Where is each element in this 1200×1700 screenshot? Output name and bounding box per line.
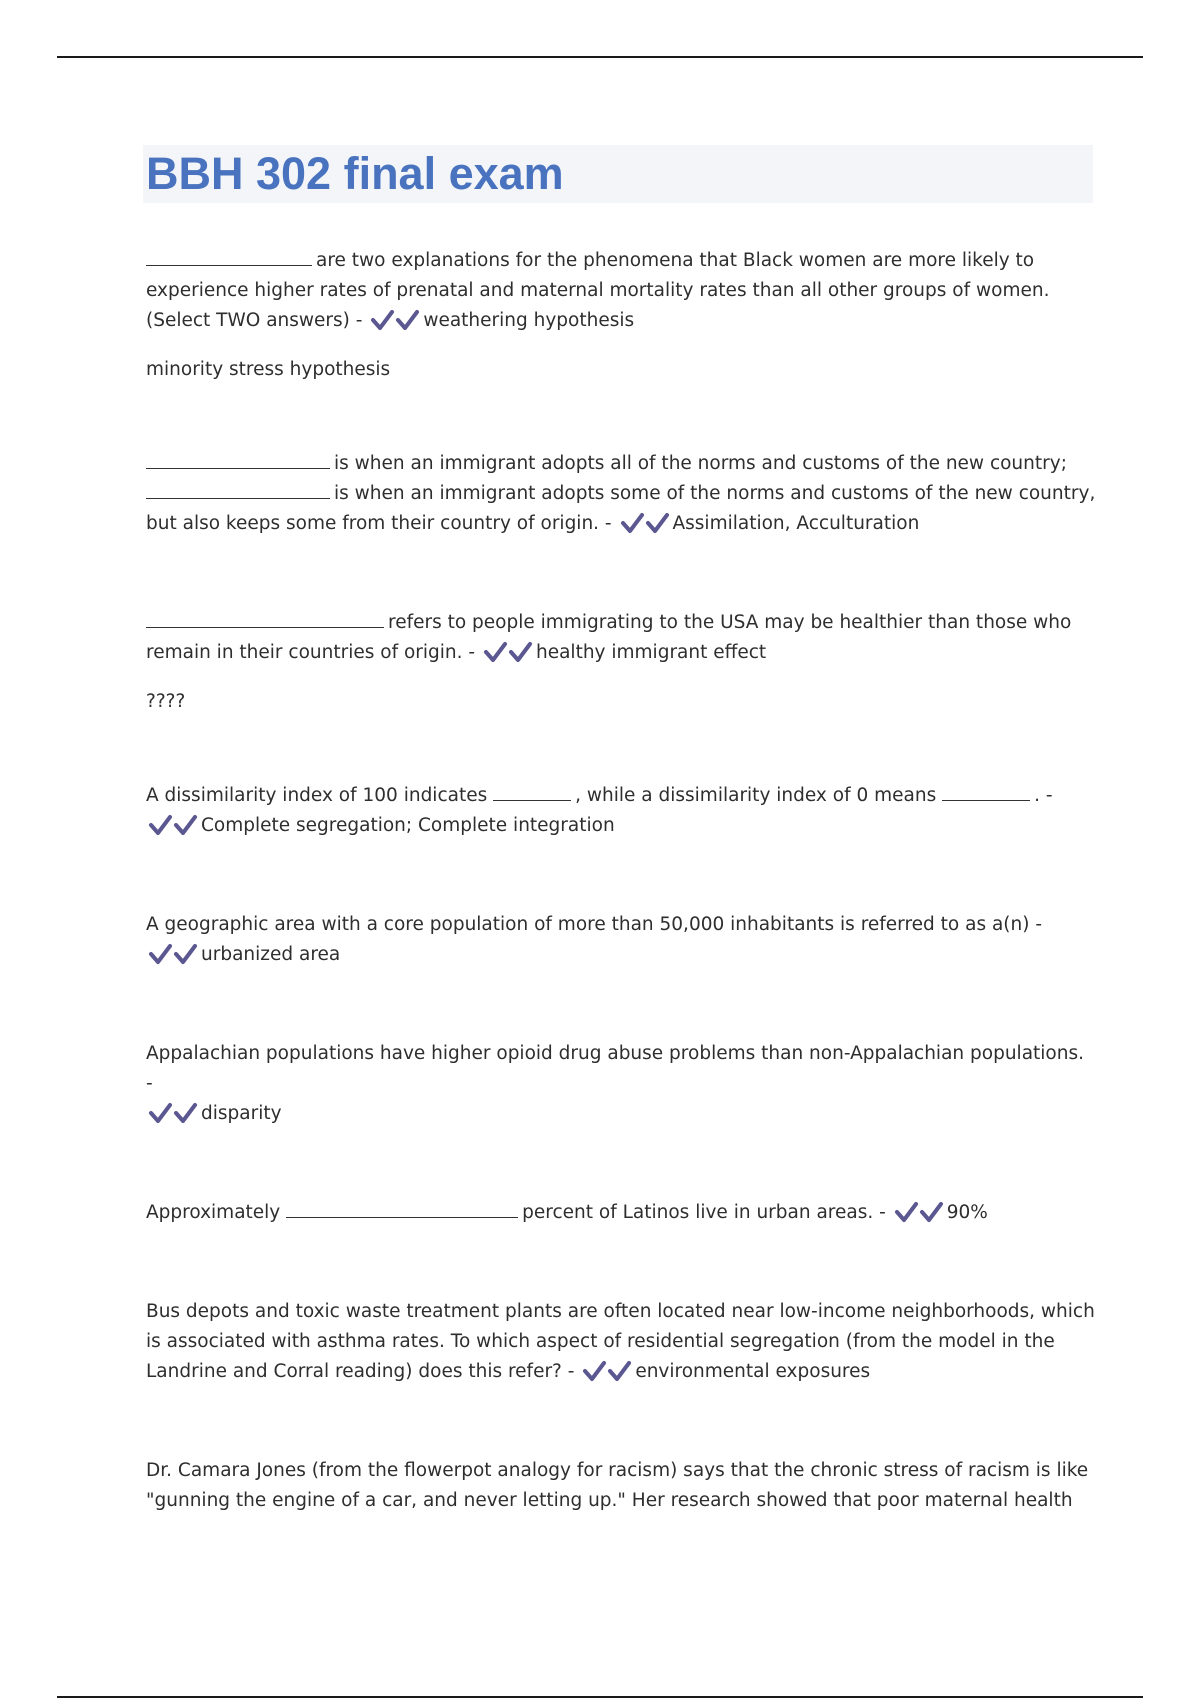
question-answer: disparity	[201, 1103, 282, 1124]
check-icon	[508, 641, 533, 663]
answer-blank	[493, 799, 571, 801]
question-prompt: Appalachian populations have higher opioid drug abuse problems than non-Appalachian populations. -	[146, 1043, 1084, 1094]
check-icon	[894, 1201, 919, 1223]
check-icon	[148, 814, 173, 836]
check-icon	[919, 1201, 944, 1223]
question-7	[146, 1198, 1096, 1233]
question-prompt-a: Approximately	[146, 1202, 281, 1223]
answer-extra: ????	[146, 691, 186, 712]
check-icon	[620, 512, 645, 534]
double-check-icon	[483, 641, 533, 673]
question-9	[146, 1456, 1096, 1516]
bottom-rule	[57, 1696, 1143, 1698]
question-answer: urbanized area	[201, 944, 341, 965]
page-title: BBH 302 final exam	[146, 148, 564, 199]
check-icon	[483, 641, 508, 663]
check-icon	[173, 814, 198, 836]
answer-blank	[146, 497, 330, 499]
question-1	[146, 246, 1096, 385]
answer-blank	[146, 264, 312, 266]
question-prompt: are two explanations for the phenomena that Black women are more likely to experience higher rates of prenatal and maternal mortality rates than all other groups of women. (Select TWO answers) -	[146, 250, 1050, 331]
question-4	[146, 781, 1096, 846]
question-answer: environmental exposures	[635, 1361, 871, 1382]
question-prompt-line3: but also keeps some from their country of origin. -	[146, 513, 612, 534]
question-answer: 90%	[946, 1202, 988, 1223]
question-answer: Assimilation, Acculturation	[672, 513, 920, 534]
double-check-icon	[894, 1201, 944, 1233]
question-prompt-c: . -	[1034, 785, 1053, 806]
answer-blank	[286, 1216, 518, 1218]
answer-blank	[146, 626, 384, 628]
document-body	[146, 246, 1096, 1516]
double-check-icon	[148, 1102, 198, 1134]
answer-blank	[146, 467, 330, 469]
question-answer: Complete segregation; Complete integration	[201, 815, 615, 836]
check-icon	[645, 512, 670, 534]
question-prompt-line1: is when an immigrant adopts all of the norms and customs of the new country;	[334, 453, 1067, 474]
question-answer: weathering hypothesis	[423, 310, 635, 331]
question-6	[146, 1039, 1096, 1134]
check-icon	[582, 1360, 607, 1382]
question-3	[146, 608, 1096, 717]
check-icon	[148, 943, 173, 965]
question-prompt: Bus depots and toxic waste treatment plants are often located near low-income neighborhoods, which is associated with asthma rates. To which aspect of residential segregation (from the model in the Landrine and Corral reading) does this refer? -	[146, 1301, 1095, 1382]
check-icon	[173, 1102, 198, 1124]
check-icon	[395, 309, 420, 331]
question-prompt-line2: is when an immigrant adopts some of the norms and customs of the new country,	[334, 483, 1096, 504]
check-icon	[148, 1102, 173, 1124]
question-5	[146, 910, 1096, 975]
check-icon	[370, 309, 395, 331]
double-check-icon	[148, 943, 198, 975]
check-icon	[607, 1360, 632, 1382]
question-prompt-b: , while a dissimilarity index of 0 means	[575, 785, 937, 806]
question-prompt-a: A dissimilarity index of 100 indicates	[146, 785, 488, 806]
question-answer: healthy immigrant effect	[535, 642, 767, 663]
question-prompt: Dr. Camara Jones (from the flowerpot analogy for racism) says that the chronic stress of racism is like "gunning the engine of a car, and never letting up." Her research showed that poor maternal health	[146, 1460, 1089, 1511]
question-2	[146, 449, 1096, 544]
answer-blank	[942, 799, 1030, 801]
top-rule	[57, 56, 1143, 58]
double-check-icon	[620, 512, 670, 544]
check-icon	[173, 943, 198, 965]
question-prompt: A geographic area with a core population of more than 50,000 inhabitants is referred to as a(n) -	[146, 914, 1043, 935]
double-check-icon	[148, 814, 198, 846]
question-8	[146, 1297, 1096, 1392]
question-prompt-b: percent of Latinos live in urban areas. -	[522, 1202, 886, 1223]
double-check-icon	[370, 309, 420, 341]
question-prompt: refers to people immigrating to the USA may be healthier than those who remain in their countries of origin. -	[146, 612, 1072, 663]
answer-extra: minority stress hypothesis	[146, 359, 391, 380]
double-check-icon	[582, 1360, 632, 1392]
